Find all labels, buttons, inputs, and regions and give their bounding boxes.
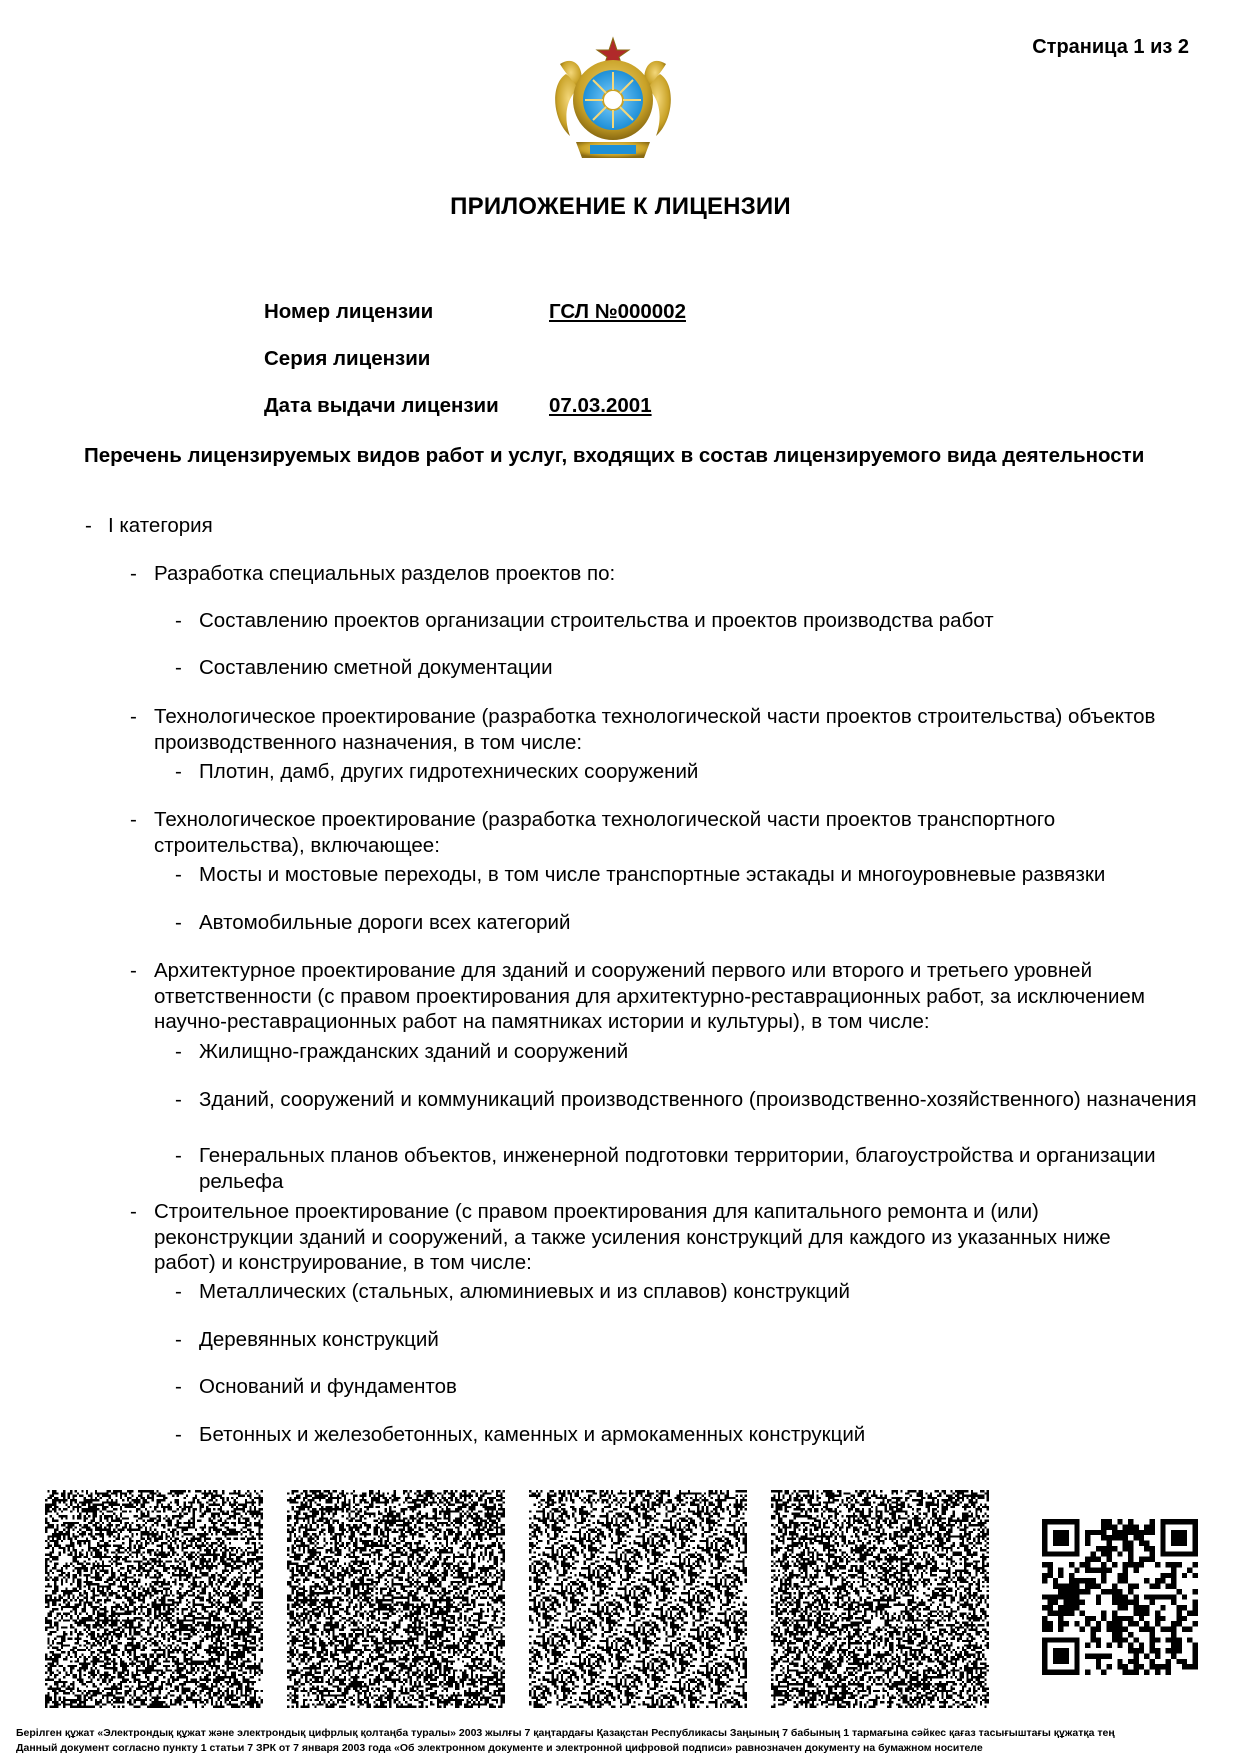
barcode-icon <box>287 1490 505 1708</box>
list-item <box>175 862 1239 888</box>
license-series-label: Серия лицензии <box>264 347 431 370</box>
list-dash: - <box>175 863 182 886</box>
list-item <box>130 704 1174 755</box>
list-item-text: Составлению сметной документации <box>199 656 553 679</box>
list-item-text: Жилищно-гражданских зданий и сооружений <box>199 1040 629 1063</box>
list-item-category <box>85 513 1108 539</box>
footer-russian-legal-note: Данный документ согласно пункту 1 статьи 7 ЗРК от 7 января 2003 года «Об электронном документе и электронной цифровой подписи» равнозначен документу на бумажном носителе <box>16 1742 983 1754</box>
list-item <box>175 1143 1169 1194</box>
list-dash: - <box>130 808 137 831</box>
license-number-label: Номер лицензии <box>264 300 434 323</box>
list-item <box>130 561 1184 587</box>
list-dash: - <box>130 1200 137 1223</box>
list-item <box>130 1199 1174 1276</box>
list-item-text: Технологическое проектирование (разработка технологической части проектов транспортного строительства), включающее: <box>154 808 1056 857</box>
list-dash: - <box>175 760 182 783</box>
list-item-text: Разработка специальных разделов проектов по: <box>154 562 616 585</box>
list-dash: - <box>130 562 137 585</box>
list-item <box>130 958 1184 1035</box>
list-item <box>175 1422 1199 1448</box>
qr-code-icon <box>1042 1519 1198 1675</box>
license-number-value: ГСЛ №000002 <box>549 300 686 323</box>
list-item <box>175 1279 1199 1305</box>
list-item-text: Генеральных планов объектов, инженерной подготовки территории, благоустройства и организации рельефа <box>199 1144 1156 1193</box>
list-dash: - <box>175 1144 182 1167</box>
list-dash: - <box>175 1280 182 1303</box>
page-number: Страница 1 из 2 <box>1032 36 1189 58</box>
list-item-text: Деревянных конструкций <box>199 1328 439 1351</box>
list-dash: - <box>130 959 137 982</box>
list-item-text: Мосты и мостовые переходы, в том числе транспортные эстакады и многоуровневые развязки <box>199 863 1106 886</box>
list-item <box>175 1374 1199 1400</box>
works-list-heading: Перечень лицензируемых видов работ и услуг, входящих в состав лицензируемого вида деятельности <box>84 444 1145 467</box>
list-item <box>175 759 1199 785</box>
list-item <box>175 608 1199 634</box>
list-item <box>175 910 1199 936</box>
list-item <box>175 1039 1199 1065</box>
list-item-text: Бетонных и железобетонных, каменных и армокаменных конструкций <box>199 1423 866 1446</box>
kazakhstan-state-emblem-icon <box>546 34 680 168</box>
list-dash: - <box>175 656 182 679</box>
list-dash: - <box>175 1040 182 1063</box>
list-dash: - <box>175 1328 182 1351</box>
list-dash: - <box>175 911 182 934</box>
list-item-text: Автомобильные дороги всех категорий <box>199 911 571 934</box>
document-title: ПРИЛОЖЕНИЕ К ЛИЦЕНЗИИ <box>450 193 791 220</box>
list-item-text: Зданий, сооружений и коммуникаций производственного (производственно-хозяйственного) назначения <box>199 1088 1197 1111</box>
footer-kazakh-legal-note: Берілген құжат «Электрондық құжат және электрондық цифрлық қолтаңба туралы» 2003 жылғы 7 қаңтардағы Қазақстан Республикасы Заңының 7 бабының 1 тармағына сәйкес қағаз тасығыштағы құжатқа тең <box>16 1727 1115 1739</box>
list-item-text: I категория <box>108 514 213 537</box>
list-item <box>175 1327 1199 1353</box>
list-item-text: Металлических (стальных, алюминиевых и из сплавов) конструкций <box>199 1280 850 1303</box>
barcode-icon <box>45 1490 263 1708</box>
barcode-icon <box>771 1490 989 1708</box>
list-item-text: Строительное проектирование (с правом проектирования для капитального ремонта и (или) реконструкции зданий и сооружений, а также усиления конструкций для каждого из указанных ниже работ) и конструирование, в том числе: <box>154 1200 1111 1274</box>
list-item-text: Плотин, дамб, других гидротехнических сооружений <box>199 760 699 783</box>
list-dash: - <box>175 609 182 632</box>
list-item-text: Оснований и фундаментов <box>199 1375 457 1398</box>
license-issue-date-label: Дата выдачи лицензии <box>264 394 499 417</box>
list-dash: - <box>85 514 92 537</box>
list-item-text: Архитектурное проектирование для зданий и сооружений первого или второго и третьего уровней ответственности (с правом проектирования для архитектурно-реставрационных работ, за исключением научно-реставрационных работ на памятниках истории и культуры), в том числе: <box>154 959 1145 1033</box>
list-item <box>175 655 1199 681</box>
list-item-text: Составлению проектов организации строительства и проектов производства работ <box>199 609 994 632</box>
list-item <box>175 1087 1199 1113</box>
license-issue-date-value: 07.03.2001 <box>549 394 652 417</box>
list-dash: - <box>175 1423 182 1446</box>
list-dash: - <box>130 705 137 728</box>
list-item-text: Технологическое проектирование (разработка технологической части проектов строительства) объектов производственного назначения, в том числе: <box>154 705 1156 754</box>
list-item <box>130 807 1174 858</box>
list-dash: - <box>175 1088 182 1111</box>
barcode-icon <box>529 1490 747 1708</box>
list-dash: - <box>175 1375 182 1398</box>
